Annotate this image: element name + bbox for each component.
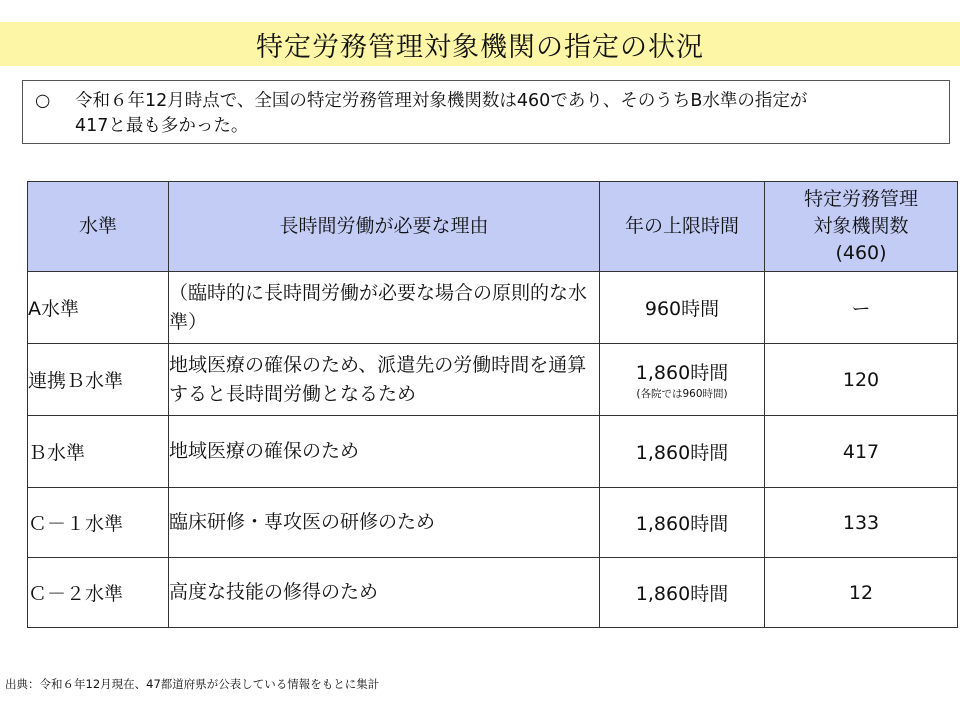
row-hours bbox=[600, 416, 765, 488]
row-reason: 臨床研修・専攻医の研修のため bbox=[169, 488, 600, 558]
table-row bbox=[28, 558, 958, 628]
header-count bbox=[765, 182, 958, 272]
row-hours bbox=[600, 558, 765, 628]
source-footnote: 出典：令和６年12月現在、47都道府県が公表している情報をもとに集計 bbox=[5, 677, 380, 691]
row-reason: 高度な技能の修得のため bbox=[169, 558, 600, 628]
table-row bbox=[28, 488, 958, 558]
row-level: 連携Ｂ水準 bbox=[28, 344, 169, 416]
table-header-row bbox=[28, 182, 958, 272]
table-row bbox=[28, 416, 958, 488]
summary-line-1 bbox=[35, 89, 937, 114]
row-count: 133 bbox=[765, 488, 958, 558]
summary-text-1: 令和６年12月時点で、全国の特定労務管理対象機関数は460であり、そのうちB水準の指定が bbox=[75, 91, 808, 111]
header-reason: 長時間労働が必要な理由 bbox=[169, 182, 600, 272]
row-level: Ｃ－１水準 bbox=[28, 488, 169, 558]
header-level: 水準 bbox=[28, 182, 169, 272]
row-hours bbox=[600, 272, 765, 344]
row-hours-value: 960時間 bbox=[644, 298, 720, 320]
row-reason: （臨時的に長時間労働が必要な場合の原則的な水準） bbox=[169, 272, 600, 344]
title-banner bbox=[0, 22, 960, 66]
row-hours-note: (各院では960時間) bbox=[636, 388, 728, 400]
row-hours-value: 1,860時間 bbox=[635, 362, 729, 384]
summary-box bbox=[22, 80, 950, 144]
row-level: Ｃ－２水準 bbox=[28, 558, 169, 628]
row-level: A水準 bbox=[28, 272, 169, 344]
row-hours-value: 1,860時間 bbox=[635, 583, 729, 605]
row-count: ー bbox=[765, 272, 958, 344]
bullet-icon: ○ bbox=[35, 91, 51, 111]
row-level: Ｂ水準 bbox=[28, 416, 169, 488]
table-row bbox=[28, 272, 958, 344]
row-count: 120 bbox=[765, 344, 958, 416]
header-count-line-2: 対象機関数 bbox=[813, 215, 909, 237]
table-row bbox=[28, 344, 958, 416]
header-count-line-1: 特定労務管理 bbox=[803, 188, 918, 210]
row-count: 417 bbox=[765, 416, 958, 488]
header-count-line-3: (460) bbox=[835, 242, 887, 264]
levels-table bbox=[27, 181, 958, 628]
row-reason: 地域医療の確保のため、派遣先の労働時間を通算すると長時間労働となるため bbox=[169, 344, 600, 416]
summary-text-2: 417と最も多かった。 bbox=[75, 116, 249, 136]
row-count: 12 bbox=[765, 558, 958, 628]
row-hours-value: 1,860時間 bbox=[635, 513, 729, 535]
row-reason: 地域医療の確保のため bbox=[169, 416, 600, 488]
row-hours bbox=[600, 488, 765, 558]
row-hours-value: 1,860時間 bbox=[635, 442, 729, 464]
row-hours bbox=[600, 344, 765, 416]
page-title: 特定労務管理対象機関の指定の状況 bbox=[256, 31, 704, 63]
header-hours: 年の上限時間 bbox=[600, 182, 765, 272]
